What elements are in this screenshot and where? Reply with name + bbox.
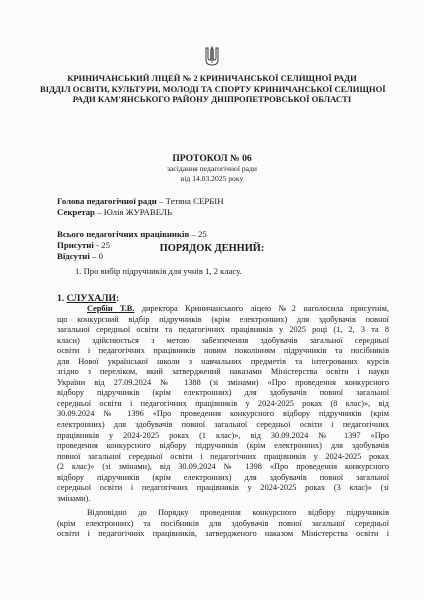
body-line: Відповідно до Порядку проведення конкурсного відбору підручників	[87, 508, 389, 518]
protocol-heading	[40, 153, 384, 183]
meta-secretary	[57, 207, 172, 218]
heard-body	[57, 304, 389, 540]
body-line: змінами).	[57, 493, 91, 503]
agenda-title: ПОРЯДОК ДЕННИЙ:	[159, 243, 265, 254]
protocol-date: від 14.03.2025 року	[180, 173, 244, 183]
body-line: працівників у 2024-2025 роках (1 клас)», від 30.09.2024 № 1397 «Про	[57, 430, 389, 440]
head-label: Голова педагогічної ради	[57, 196, 157, 206]
body-line: (2 клас)» (зі змінами), від 30.09.2024 № 1398 «Про проведення конкурсного	[57, 462, 389, 472]
heard-colon: :	[115, 293, 120, 304]
body-line: середньої освіти і педагогічних працівників у 2024-2025 роках (3 клас)» (зі	[57, 483, 389, 493]
total-value: – 25	[189, 229, 207, 239]
body-line: (крім електронних) та посібників для здобувачів повної загальної середньої	[57, 518, 389, 528]
heard-heading	[57, 293, 119, 304]
body-line: що конкурсний відбір підручників (крім електронних) для здобувачів повної	[57, 314, 389, 324]
heard-number: 1.	[57, 293, 67, 304]
body-line: загальної середньої освіти та педагогічних працівників у 2025 році (1, 2, 3 та 8	[57, 325, 389, 335]
head-value: – Тетяна СЕРБІН	[156, 196, 224, 206]
body-line: відбору підручників (крім електронних) для здобувачів повної загальної	[57, 472, 389, 482]
body-line: згідно з переліком, який затверджений наказами Міністерства освіти і науки	[57, 367, 389, 377]
meta-absent	[57, 251, 103, 262]
school-header	[40, 73, 384, 105]
header-line-1: КРИНИЧАНСЬКИЙ ЛІЦЕЙ № 2 КРИНИЧАНСЬКОЇ СЕЛИЩНОЇ РАДИ	[67, 73, 357, 83]
ukraine-trident-emblem-icon	[205, 46, 219, 66]
absent-value: – 0	[89, 251, 103, 261]
body-line: електронних) для здобувачів повної загальної середньої освіти і педагогічних	[57, 420, 389, 430]
body-line: проведення конкурсного відбору підручників (крім електронних) для здобувачів	[57, 441, 389, 451]
body-line-text: директора Криничанського ліцею №2 наголосила присутнім,	[134, 304, 389, 313]
absent-label: Відсутні	[57, 251, 90, 261]
protocol-title: ПРОТОКОЛ № 06	[172, 153, 252, 164]
header-line-2: ВІДДІЛ ОСВІТИ, КУЛЬТУРИ, МОЛОДІ ТА СПОРТУ КРИНИЧАНСЬКОЇ СЕЛИЩНОЇ	[40, 83, 386, 94]
body-line: відбору підручників (крім електронних) для здобувачів повної загальної	[57, 388, 389, 398]
speaker-name: Сербін Т.В.	[87, 304, 135, 313]
body-line: повної загальної середньої освіти і педагогічних працівників у 2024-2025 роках	[57, 451, 389, 461]
body-line	[57, 304, 389, 315]
body-line: для Нової української школи з навчальних предметів та інтегрованих курсів	[57, 356, 389, 366]
meta-head	[57, 196, 224, 207]
agenda-item-1: 1. Про вибір підручників для учнів 1, 2 класу.	[75, 266, 242, 276]
present-value: - 25	[93, 240, 110, 250]
total-label: Всього педагогічних працівників	[57, 229, 190, 239]
header-line-3: РАДИ КАМ'ЯНСЬКОГО РАЙОНУ ДНІПРОПЕТРОВСЬКОЇ ОБЛАСТІ	[72, 94, 352, 104]
meta-present	[57, 240, 110, 251]
meta-total	[57, 229, 207, 240]
present-label: Присутні	[57, 240, 94, 250]
body-line: середньої освіти і педагогічних працівників у 2024-2025 роках (8 клас)», від	[57, 398, 389, 408]
body-line: класи) здійснюється з метою забезпечення здобувачів загальної середньої	[57, 335, 389, 345]
secretary-label: Секретар	[57, 207, 95, 217]
body-line: освіти і педагогічних працівників, затвердженого наказом Міністерства освіти і	[57, 529, 389, 539]
body-line: освіти і педагогічних працівників новим поколінням підручників та посібників	[57, 346, 389, 356]
body-line: України від 27.09.2024 № 1388 (зі змінами) «Про проведення конкурсного	[57, 377, 389, 387]
body-line: 30.09.2024 № 1396 «Про проведення конкурсного відбору підручників (крім	[57, 409, 389, 419]
secretary-value: – Юлія ЖУРАВЕЛЬ	[94, 207, 173, 217]
heard-label: СЛУХАЛИ	[66, 293, 116, 304]
protocol-subtitle: засідання педагогічної ради	[167, 164, 257, 173]
